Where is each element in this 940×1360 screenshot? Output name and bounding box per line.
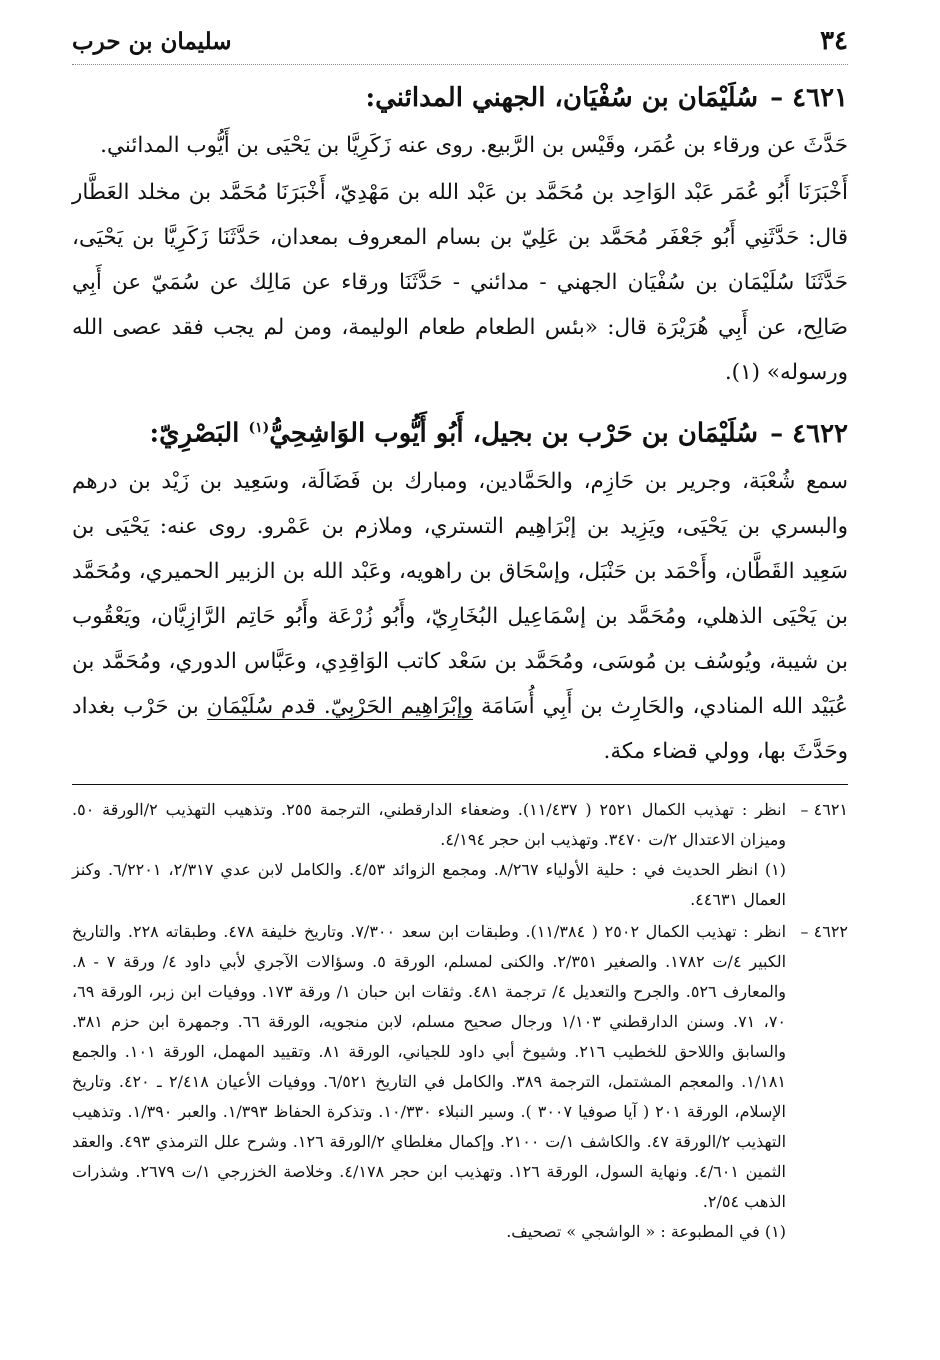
footnote-text: (١) انظر الحديث في : حلية الأولياء ٨/٢٦٧. ومجمع الزوائد ٤/٥٣. والكامل لابن عدي ٢/٣١٧، ٦/٢٢٠١. وكنز العمال ٤٤٦٣١. [72, 859, 787, 909]
entry-heading-4622 [72, 411, 848, 451]
hadith-text: أَخْبَرَنَا أَبُو عُمَر عَبْد الوَاحِد بن مُحَمَّد بن عَبْد الله بن مَهْدِيّ، أَخْبَرَنَا مُحَمَّد بن مخلد العَطَّار قال: حَدَّثَنِي أَبُو جَعْفَر مُحَمَّد بن عَلِيّ بن بسام المعروف بمعدان، حَدَّثَنَا زَكَرِيَّا بن يَحْيَى، حَدَّثَنَا سُلَيْمَان بن سُفْيَان الجهني - مدائني - حَدَّثَنَا ورقاء عن مَالِك عن سُمَيّ عن أَبِي صَالِح، عن أَبِي هُرَيْرَة قال: «بئس الطعام طعام الوليمة، ومن لم يجب فقد عصى الله ورسوله» [72, 180, 848, 385]
footnote-label: ٤٦٢٢ – [800, 921, 848, 941]
footnote-text: انظر : تهذيب الكمال ٢٥٢١ ( ١١/٤٣٧). وضعفاء الدارقطني، الترجمة ٢٥٥. وتذهيب التهذيب ٢/الورقة ٥٠. وميزان الاعتدال ٢/ت ٣٤٧٠. وتهذيب ابن حجر ٤/١٩٤. [72, 799, 787, 849]
paragraph: حَدَّثَ عن ورقاء بن عُمَر، وقَيْس بن الرَّبيع. روى عنه زَكَرِيَّا بن يَحْيَى بن أَيُّوب المدائني. [100, 133, 848, 158]
footnote-text: انظر : تهذيب الكمال ٢٥٠٢ ( ١١/٣٨٤). وطبقات ابن سعد ٧/٣٠٠. وتاريخ خليفة ٤٧٨. وطبقاته ٢٢٨. والتاريخ الكبير ٤/ت ١٧٨٢. والصغير ٢/٣٥١. والكنى لمسلم، الورقة ٥. وسؤالات الآجري لأبي داود ٤/ ورقة ٧ - ٨. والمعارف ٥٢٦. والجرح والتعديل ٤/ ترجمة ٤٨١. وثقات ابن حبان ١/ ورقة ١٧٣. ووفيات ابن زبر، الورقة ٦٩، ٧٠، ٧١. وسنن الدارقطني ١/١٠٣ ورجال صحيح مسلم، لابن منجويه، الورقة ٦٦. وجمهرة ابن حزم ٣٨١. والسابق واللاحق للخطيب ٢١٦. وشيوخ أبي داود للجياني، الورقة ٨١. وتقييد المهمل، الورقة ١٠١. والجمع ١/١٨١. والمعجم المشتمل، الترجمة ٣٨٩. والكامل في التاريخ ٦/٥٢١. ووفيات الأعيان ٢/٤١٨ ـ ٤٢٠. وتاريخ الإسلام، الورقة ٢٠١ ( آيا صوفيا ٣٠٠٧ ). وسير النبلاء ١٠/٣٣٠. وتذكرة الحفاظ ١/٣٩٣. والعبر ١/٣٩٠. وتذهيب التهذيب ٢/الورقة ٤٧. والكاشف ١/ت ٢١٠٠. وإكمال مغلطاي ٢/الورقة ١٢٦. وشرح علل الترمذي ٤٩٣. والعقد الثمين ٤/٦٠١. ونهاية السول، الورقة ١٢٦. وتهذيب ابن حجر ٤/١٧٨. وخلاصة الخزرجي ١/ت ٢٦٧٩. وشذرات الذهب ٢/٥٤. [72, 921, 787, 1211]
page-number: ٣٤ [820, 26, 848, 56]
paragraph-end: بن حَرْب بغداد وحَدَّثَ بها، وولي قضاء مكة. [72, 693, 848, 764]
entry-number: ٤٦٢٢ – [770, 418, 848, 449]
running-title: سليمان بن حرب [72, 28, 232, 55]
footnote-4622 [72, 917, 848, 1217]
entry-title-end: البَصْرِيّ: [149, 418, 249, 449]
footnote-4621-1 [72, 855, 848, 915]
entry-title: سُلَيْمَان بن سُفْيَان، الجهني المدائني: [365, 83, 759, 113]
running-header [72, 26, 848, 65]
footnote-4621 [72, 795, 848, 855]
entry-body-4622 [72, 459, 848, 774]
footnote-marker: (١). [724, 360, 761, 385]
footnote-label: ٤٦٢١ – [800, 799, 848, 819]
paragraph [72, 459, 848, 774]
footnote-text: (١) في المطبوعة : « الواشجي » تصحيف. [506, 1221, 786, 1241]
footnote-marker: (١) [248, 420, 270, 436]
entry-title: سُلَيْمَان بن حَرْب بن بجيل، أَبُو أَيُّوب الوَاشِحِيُّ [269, 418, 759, 449]
footnote-4622-1 [72, 1217, 848, 1247]
paragraph [72, 170, 848, 395]
underlined-text: وإبْرَاهِيم الحَرْبِيّ. قدم سُلَيْمَان [206, 693, 474, 719]
paragraph-text: سمع شُعْبَة، وجرير بن حَازِم، والحَمَّادين، ومبارك بن فَضَالَة، وسَعِيد بن زَيْد بن درهم والبسري بن يَحْيَى، ويَزِيد بن إبْرَاهِيم التستري، وملازم بن عَمْرو. روى عنه: يَحْيَى بن سَعِيد القَطَّان، وأَحْمَد بن حَنْبَل، وإسْحَاق بن راهويه، وعَبْد الله بن الزبير الحميري، ومُحَمَّد بن يَحْيَى الذهلي، ومُحَمَّد بن إسْمَاعِيل البُخَارِيّ، وأَبُو زُرْعَة وأَبُو حَاتِم الرَّازِيَّان، ويَعْقُوب بن شيبة، ويُوسُف بن مُوسَى، ومُحَمَّد بن سَعْد كاتب الوَاقِدِي، وعَبَّاس الدوري، ومُحَمَّد بن عُبَيْد الله المنادي، والحَارِث بن أَبِي أُسَامَة [72, 468, 848, 719]
entry-number: ٤٦٢١ – [770, 83, 848, 113]
entry-body-4621 [72, 123, 848, 395]
entry-heading-4621 [72, 81, 848, 115]
footnotes [72, 795, 848, 1247]
footnote-divider [72, 784, 848, 785]
